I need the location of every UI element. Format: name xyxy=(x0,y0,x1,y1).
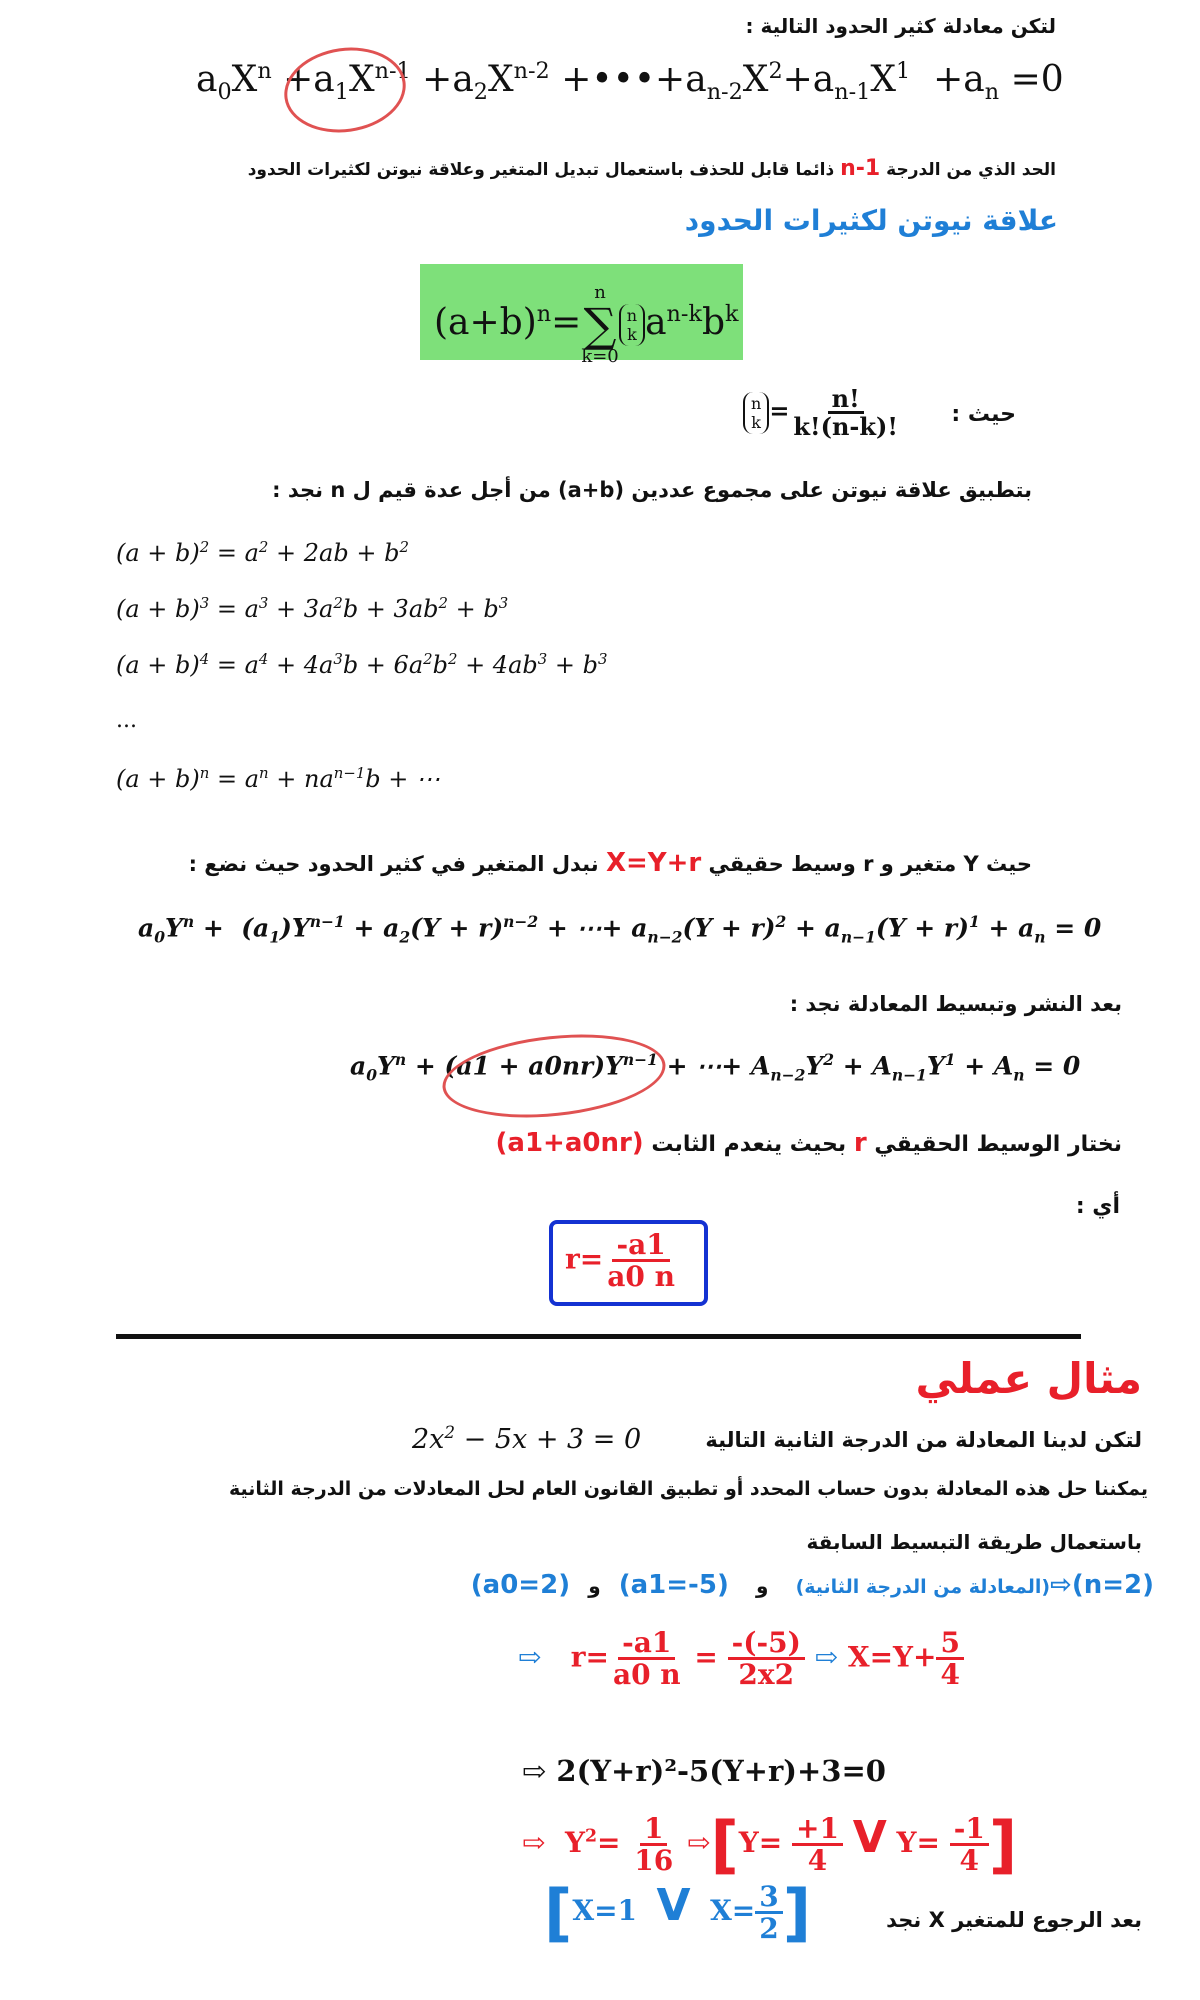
choose-r-text: نختار الوسيط الحقيقي r بحيث ينعدم الثابت (a1+a0nr) xyxy=(495,1128,1122,1158)
newton-apply-text: بتطبيق علاقة نيوتن على مجموع عددين (a+b) من أجل عدة قيم ل n نجد : xyxy=(272,478,1032,502)
ie-label: أي : xyxy=(1075,1194,1120,1219)
example-equation: $2x^2 - 5x + 3 = 0$ xyxy=(412,1422,642,1455)
degree-value: n-1 xyxy=(840,156,881,181)
simplified-polynomial: $a_0Y^n + (a1 + a0nr)Y^{n-1}$ + ⋯+ $A_{n-2}Y^2 + A_{n-1}Y^1 + A_n = 0$ xyxy=(350,1050,1081,1085)
expansion-general: $(a + b)^n = a^n + na^{n-1}b$ + ⋯ xyxy=(116,764,441,793)
expansion-cube: $(a + b)^3 = a^3 + 3a^2b + 3ab^2 + b^3$ xyxy=(116,594,509,623)
ellipsis: ... xyxy=(116,708,137,733)
newton-formula-box: $(a+b)^n=$ n ∑ k=0 n k $a^{n-k}b^k$ xyxy=(420,264,743,360)
example-line-3: باستعمال طريقة التبسيط السابقة xyxy=(806,1530,1142,1554)
general-polynomial-equation: $a_0X^n +a_1X^{n-1} +a_2X^{n-2}$ $+•••+a_{n-2}X^2+a_{n-1}X^1 +a_n =0$ xyxy=(196,58,1064,106)
substitution-value: X=Y+r xyxy=(605,848,702,878)
highlight-circle-term xyxy=(438,1025,669,1128)
where-label: حيث : xyxy=(951,402,1016,427)
a1-value: (a1=-5) xyxy=(618,1570,729,1600)
expansion-square: $(a + b)^2 = a^2 + 2ab + b^2$ xyxy=(116,538,409,567)
binomial-coefficient-definition: n k = $\frac{n!}{k!(n-k)!}$ xyxy=(743,386,902,439)
intro-line: لتكن معادلة كثير الحدود التالية : xyxy=(745,14,1056,38)
highlight-circle xyxy=(279,40,412,140)
y-solutions: ⇨ $Y^2=$ $\frac{1}{16}$ ⇨[Y= $\frac{+1}{4}$ V Y= $\frac{-1}{4}$ ] xyxy=(522,1808,1018,1881)
example-line-2: يمكننا حل هذه المعادلة بدون حساب المحدد أو تطبيق القانون العام لحل المعادلات من الدرجة الثانية xyxy=(228,1478,1148,1500)
example-intro: لتكن لدينا المعادلة من الدرجة الثانية التالية xyxy=(705,1428,1142,1452)
r-formula-box: r= $\frac{-a1}{a0 n}$ xyxy=(549,1220,708,1306)
a0-value: (a0=2) xyxy=(470,1570,571,1600)
degree-note: الحد الذي من الدرجة n-1 ذائما قابل للحذف باستعمال تبديل المتغير وعلاقة نيوتن لكثيرات الحدود xyxy=(247,156,1056,181)
n-value: (n=2) xyxy=(1071,1570,1154,1600)
back-substitution-text: بعد الرجوع للمتغير X نجد xyxy=(886,1908,1142,1932)
newton-heading: علاقة نيوتن لكثيرات الحدود xyxy=(684,204,1058,237)
substitution-line: حيث Y متغير و r وسيط حقيقي X=Y+r نبدل المتغير في كثير الحدود حيث نضع : xyxy=(188,848,1032,878)
coefficients-line: (n=2)⇨(المعادلة من الدرجة الثانية) و (a1=-5) و (a0=2) xyxy=(470,1570,1154,1600)
x-solutions: [X=1 V X= $\frac{3}{2}$ ] xyxy=(544,1876,812,1949)
after-expansion-text: بعد النشر وتبسيط المعادلة نجد : xyxy=(789,992,1122,1016)
expansion-fourth: $(a + b)^4 = a^4 + 4a^3b + 6a^2b^2 + 4ab^3 + b^3$ xyxy=(116,650,608,679)
substituted-example-equation: ⇨ 2(Y+r)²-5(Y+r)+3=0 xyxy=(522,1754,886,1788)
example-title: مثال عملي xyxy=(915,1354,1142,1403)
r-computation: ⇨ r= $\frac{-a1}{a0 n}$ = $\frac{-(-5)}{2x2}$ ⇨ X=Y+ $\frac{5}{4}$ xyxy=(518,1628,964,1690)
substituted-polynomial: $a_0Y^n + (a_1)Y^{n-1} + a_2(Y + r)^{n-2}$ + ⋯+ $a_{n-2}(Y + r)^2 + a_{n-1}(Y + r)^1 + a_n = 0$ xyxy=(138,912,1102,947)
section-divider xyxy=(116,1334,1081,1339)
